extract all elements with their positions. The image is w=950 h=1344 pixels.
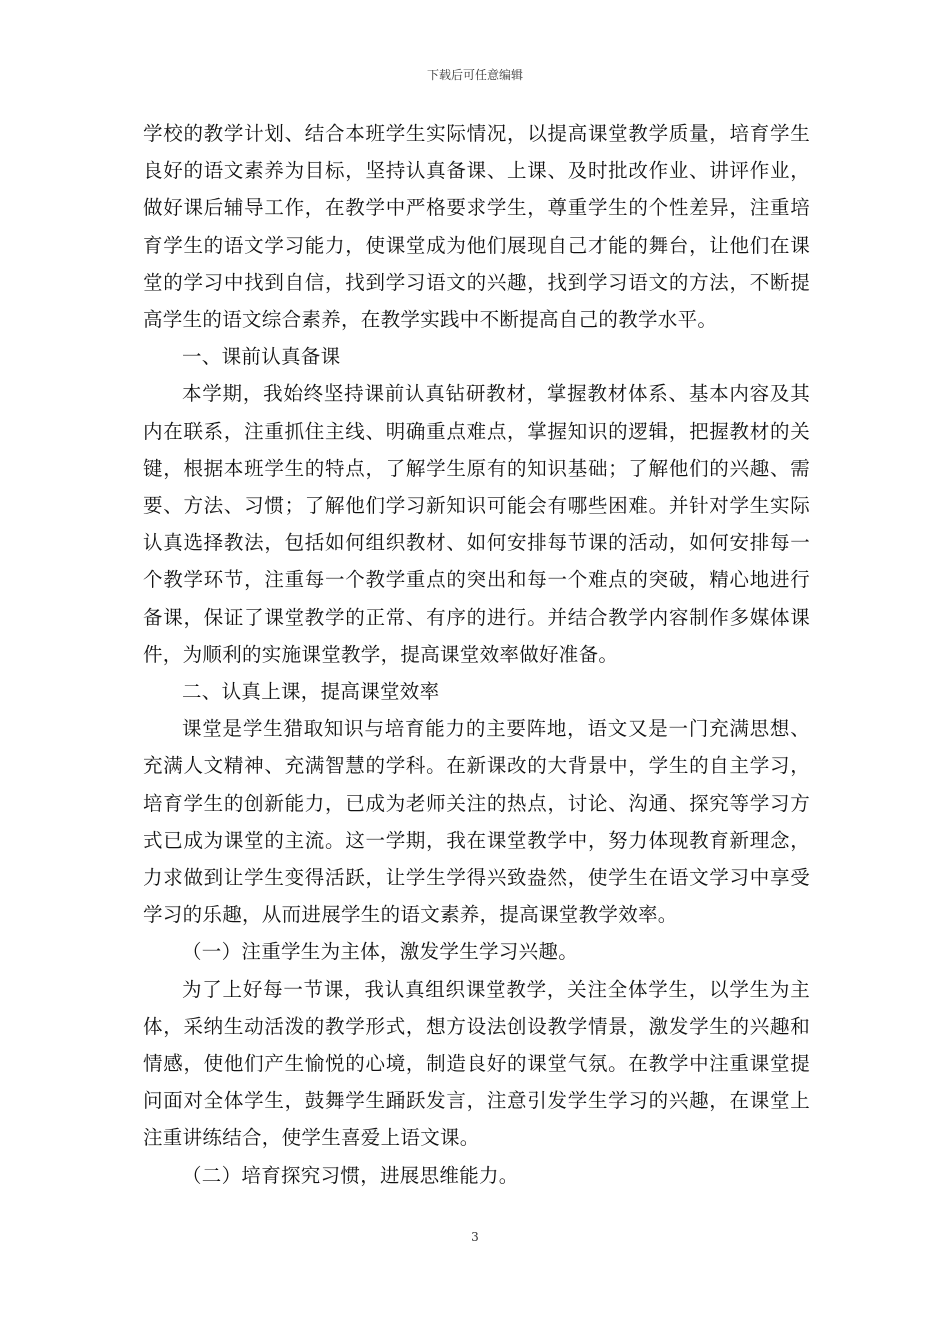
section-heading-1: 一、课前认真备课 xyxy=(182,345,341,369)
subsection-heading-1: （一）注重学生为主体，激发学生学习兴趣。 xyxy=(182,940,579,964)
page-number: 3 xyxy=(471,1230,479,1244)
paragraph-classroom: 课堂是学生猎取知识与培育能力的主要阵地，语文又是一门充满思想、充满人文精神、充满智慧的学科。在新课改的大背景中，学生的自主学习，培育学生的创新能力，已成为老师关注的热点，讨论、沟通、探究等学习方式已成为课堂的主流。这一学期，我在课堂教学中，努力体现教育新理念，力求做到让学生变得活跃，让学生学得兴致盎然，使学生在语文学习中享受学习的乐趣，从而进展学生的语文素养，提高课堂教学效率。 xyxy=(143,717,810,927)
document-body xyxy=(143,115,810,1194)
subsection-heading-2: （二）培育探究习惯，进展思维能力。 xyxy=(182,1163,519,1187)
paragraph-lesson-prep: 本学期，我始终坚持课前认真钻研教材，掌握教材体系、基本内容及其内在联系，注重抓住主线、明确重点难点，掌握知识的逻辑，把握教材的关键，根据本班学生的特点，了解学生原有的知识基础；了解他们的兴趣、需要、方法、习惯；了解他们学习新知识可能会有哪些困难。并针对学生实际认真选择教法，包括如何组织教材、如何安排每节课的活动，如何安排每一个教学环节，注重每一个教学重点的突出和每一个难点的突破，精心地进行备课，保证了课堂教学的正常、有序的进行。并结合教学内容制作多媒体课件，为顺利的实施课堂教学，提高课堂效率做好准备。 xyxy=(143,382,810,666)
section-heading-2: 二、认真上课，提高课堂效率 xyxy=(182,680,440,704)
paragraph-student-subject: 为了上好每一节课，我认真组织课堂教学，关注全体学生，以学生为主体，采纳生动活泼的教学形式，想方设法创设教学情景，激发学生的兴趣和情感，使他们产生愉悦的心境，制造良好的课堂气氛。在教学中注重课堂提问面对全体学生，鼓舞学生踊跃发言，注意引发学生学习的兴趣，在课堂上注重讲练结合，使学生喜爱上语文课。 xyxy=(143,977,810,1150)
page-header: 下载后可任意编辑 xyxy=(426,68,523,82)
paragraph-intro-continued: 学校的教学计划、结合本班学生实际情况，以提高课堂教学质量，培育学生良好的语文素养为目标，坚持认真备课、上课、及时批改作业、讲评作业，做好课后辅导工作，在教学中严格要求学生，尊重学生的个性差异，注重培育学生的语文学习能力，使课堂成为他们展现自己才能的舞台，让他们在课堂的学习中找到自信，找到学习语文的兴趣，找到学习语文的方法，不断提高学生的语文综合素养，在教学实践中不断提高自己的教学水平。 xyxy=(143,122,810,332)
